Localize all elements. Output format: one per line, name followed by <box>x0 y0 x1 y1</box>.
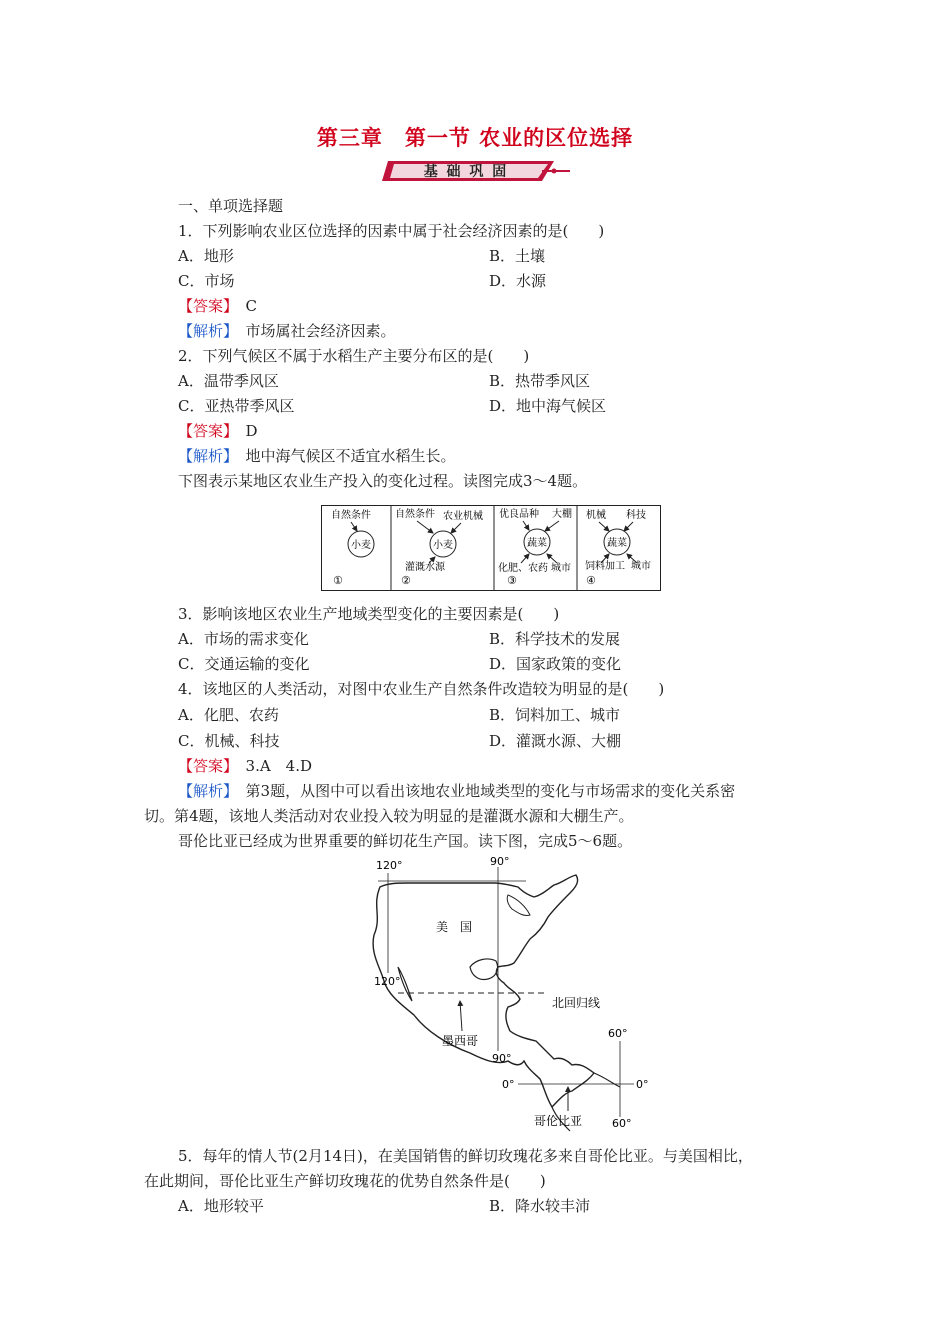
q3-option-d: D．国家政策的变化 <box>489 655 622 673</box>
p3-bottom-left-label: 化肥、农药 <box>498 563 548 574</box>
answer-tag: 【答案】 <box>178 422 231 440</box>
p2-top-left-label: 自然条件 <box>395 509 435 520</box>
analysis-tag: 【解析】 <box>178 782 231 800</box>
p4-top-left-label: 机械 <box>586 510 606 521</box>
label-lon90-top: 90° <box>490 855 510 868</box>
q1-option-b: B．土壤 <box>489 247 546 265</box>
q2-option-b: B．热带季风区 <box>489 372 591 390</box>
section-banner <box>382 158 570 184</box>
analysis-text: 地中海气候区不适宜水稻生长。 <box>245 447 456 465</box>
banner-label: 基 础 巩 固 <box>423 164 509 180</box>
analysis-tag: 【解析】 <box>178 322 231 340</box>
answer-value: C <box>245 297 258 315</box>
analysis-tag: 【解析】 <box>178 447 231 465</box>
q3-stem: 3．影响该地区农业生产地域类型变化的主要因素是( ) <box>178 605 560 623</box>
q2-option-d: D．地中海气候区 <box>489 397 607 415</box>
q2-option-c: C．亚热带季风区 <box>178 397 295 415</box>
p4-top-right-label: 科技 <box>626 510 646 521</box>
q1-option-d: D．水源 <box>489 272 547 290</box>
label-mexico: 墨西哥 <box>442 1034 479 1048</box>
p3-top-right-label: 大棚 <box>552 509 572 520</box>
p2-top-right-label: 农业机械 <box>443 511 483 522</box>
p2-number: ② <box>401 574 411 587</box>
analysis-text-line2: 切。第4题，该地人类活动对农业投入较为明显的是灌溉水源和大棚生产。 <box>144 807 634 825</box>
label-tropic: 北回归线 <box>552 996 601 1010</box>
p2-center-label: 小麦 <box>433 540 453 551</box>
great-lakes <box>507 895 530 916</box>
answer-tag: 【答案】 <box>178 297 231 315</box>
analysis-text: 市场属社会经济因素。 <box>245 322 396 340</box>
p4-center-label: 蔬菜 <box>607 538 627 549</box>
analysis-text-line1: 第3题，从图中可以看出该地农业地域类型的变化与市场需求的变化关系密 <box>245 782 736 800</box>
q1-stem: 1．下列影响农业区位选择的因素中属于社会经济因素的是( ) <box>178 222 605 240</box>
p1-number: ① <box>333 574 343 587</box>
label-usa: 美 国 <box>436 920 473 934</box>
label-lon120-bottom: 120° <box>374 975 401 988</box>
agriculture-input-diagram <box>321 505 661 591</box>
q1-option-c: C．市场 <box>178 272 235 290</box>
q1-option-a: A．地形 <box>178 247 234 265</box>
label-lon90-bottom: 90° <box>492 1052 512 1065</box>
answer-value: D <box>245 422 258 440</box>
q3-option-c: C．交通运输的变化 <box>178 655 310 673</box>
label-lon60-bottom: 60° <box>612 1117 632 1130</box>
q3-4-analysis <box>178 781 735 801</box>
q2-analysis <box>178 446 456 466</box>
intro-q3-4: 下图表示某地区农业生产投入的变化过程。读图完成3～4题。 <box>178 472 588 490</box>
label-colombia: 哥伦比亚 <box>534 1114 583 1128</box>
q5-option-a: A．地形较平 <box>178 1197 264 1215</box>
p2-bottom-label: 灌溉水源 <box>405 562 445 573</box>
p4-bottom-right-label: 城市 <box>631 561 651 572</box>
q4-option-c: C．机械、科技 <box>178 732 280 750</box>
page-title: 第三章 第一节 农业的区位选择 <box>316 126 634 150</box>
q3-4-answer <box>178 756 312 776</box>
q2-answer <box>178 421 258 441</box>
q3-option-b: B．科学技术的发展 <box>489 630 621 648</box>
answer-value: 3.A 4.D <box>245 757 313 775</box>
section-heading: 一、单项选择题 <box>178 197 284 215</box>
p4-bottom-left-label: 饲料加工 <box>585 561 625 572</box>
label-equator-left: 0° <box>502 1078 515 1091</box>
p3-number: ③ <box>507 574 517 587</box>
p3-bottom-right-label: 城市 <box>551 563 571 574</box>
q5-stem-line2: 在此期间，哥伦比亚生产鲜切玫瑰花的优势自然条件是( ) <box>144 1172 546 1190</box>
p3-top-left-label: 优良品种 <box>499 509 539 520</box>
q1-answer <box>178 296 257 316</box>
q3-option-a: A．市场的需求变化 <box>178 630 309 648</box>
label-equator-right: 0° <box>636 1078 649 1091</box>
q1-analysis <box>178 321 396 341</box>
intro-q5-6: 哥伦比亚已经成为世界重要的鲜切花生产国。读下图，完成5～6题。 <box>178 832 633 850</box>
gulf-coast <box>470 959 498 980</box>
q5-stem-line1: 5．每年的情人节(2月14日)，在美国销售的鲜切玫瑰花多来自哥伦比亚。与美国相比， <box>178 1147 753 1165</box>
answer-tag: 【答案】 <box>178 757 231 775</box>
p4-number: ④ <box>586 574 596 587</box>
p1-top-label: 自然条件 <box>331 510 371 521</box>
q4-stem: 4．该地区的人类活动，对图中农业生产自然条件改造较为明显的是( ) <box>178 680 665 698</box>
label-lon120-top: 120° <box>376 859 403 872</box>
label-lon60-top: 60° <box>608 1027 628 1040</box>
q2-stem: 2．下列气候区不属于水稻生产主要分布区的是( ) <box>178 347 530 365</box>
americas-map <box>358 855 658 1133</box>
q2-option-a: A．温带季风区 <box>178 372 279 390</box>
p1-center-label: 小麦 <box>351 540 371 551</box>
q4-option-b: B．饲料加工、城市 <box>489 706 621 724</box>
q4-option-a: A．化肥、农药 <box>178 706 279 724</box>
q5-option-b: B．降水较丰沛 <box>489 1197 591 1215</box>
q4-option-d: D．灌溉水源、大棚 <box>489 732 622 750</box>
p3-center-label: 蔬菜 <box>527 538 547 549</box>
